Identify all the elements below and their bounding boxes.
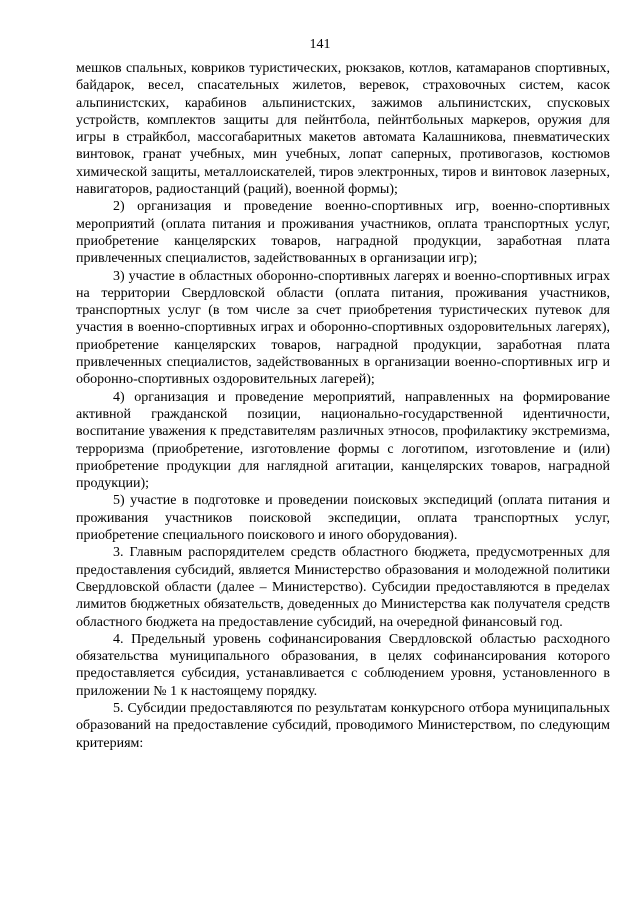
paragraph-clause-4: 4. Предельный уровень софинансирования Свердловской областью расходного обязательства муниципального образования, в целях софинансирования которого предоставляется субсидия, устанавливается с соблюдением уровня, установленного в приложении № 1 к настоящему порядку. [76,631,610,699]
paragraph-clause-3: 3. Главным распорядителем средств областного бюджета, предусмотренных для предоставления субсидий, является Министерство образования и молодежной политики Свердловской области (далее – Министерство). Субсидии предоставляются в пределах лимитов бюджетных обязательств, доведенных до Министерства как получателя средств областного бюджета на предоставление субсидий, на очередной финансовый год. [76,545,610,630]
paragraph-item-3: 3) участие в областных оборонно-спортивных лагерях и военно-спортивных играх на территории Свердловской области (оплата питания, проживания участников, транспортных услуг (в том числе за счет приобретения туристических путевок для участия в военно-спортивных играх и оборонно-спортивных оздоровительных лагерях), приобретение канцелярских товаров, наградной продукции, заработная плата привлеченных специалистов, задействованных в организации военно-спортивных игр и оборонно-спортивных оздоровительных лагерей); [76,268,610,388]
paragraph-item-4: 4) организация и проведение мероприятий, направленных на формирование активной гражданской позиции, национально-государственной идентичности, воспитание уважения к представителям различных этносов, профилактику экстремизма, терроризма (приобретение, изготовление формы с логотипом, изготовление и (или) приобретение продукции для наглядной агитации, канцелярских товаров, наградной продукции); [76,389,610,492]
document-body [76,60,610,752]
page-number: 141 [309,37,331,52]
paragraph-item-2: 2) организация и проведение военно-спортивных игр, военно-спортивных мероприятий (оплата питания и проживания участников, оплата транспортных услуг, приобретение канцелярских товаров, наградной продукции, заработная плата привлеченных специалистов, задействованных в организации игр); [76,199,610,267]
paragraph-item-5: 5) участие в подготовке и проведении поисковых экспедиций (оплата питания и проживания участников поисковой экспедиции, оплата транспортных услуг, приобретение специального поискового и иного оборудования). [76,493,610,544]
paragraph-continuation: мешков спальных, ковриков туристических, рюкзаков, котлов, катамаранов спортивных, байдарок, весел, спасательных жилетов, веревок, страховочных систем, касок альпинистских, карабинов альпинистских, зажимов альпинистских, спусковых устройств, комплектов защиты для пейнтбола, пейнтбольных маркеров, оружия для игры в страйкбол, массогабаритных макетов автомата Калашникова, пневматических винтовок, гранат учебных, мин учебных, лопат саперных, противогазов, костюмов химической защиты, металлоискателей, тиров электронных, тиров и винтовок лазерных, навигаторов, радиостанций (раций), военной формы); [76,61,610,198]
paragraph-clause-5: 5. Субсидии предоставляются по результатам конкурсного отбора муниципальных образований на предоставление субсидий, проводимого Министерством, по следующим критериям: [76,700,610,751]
